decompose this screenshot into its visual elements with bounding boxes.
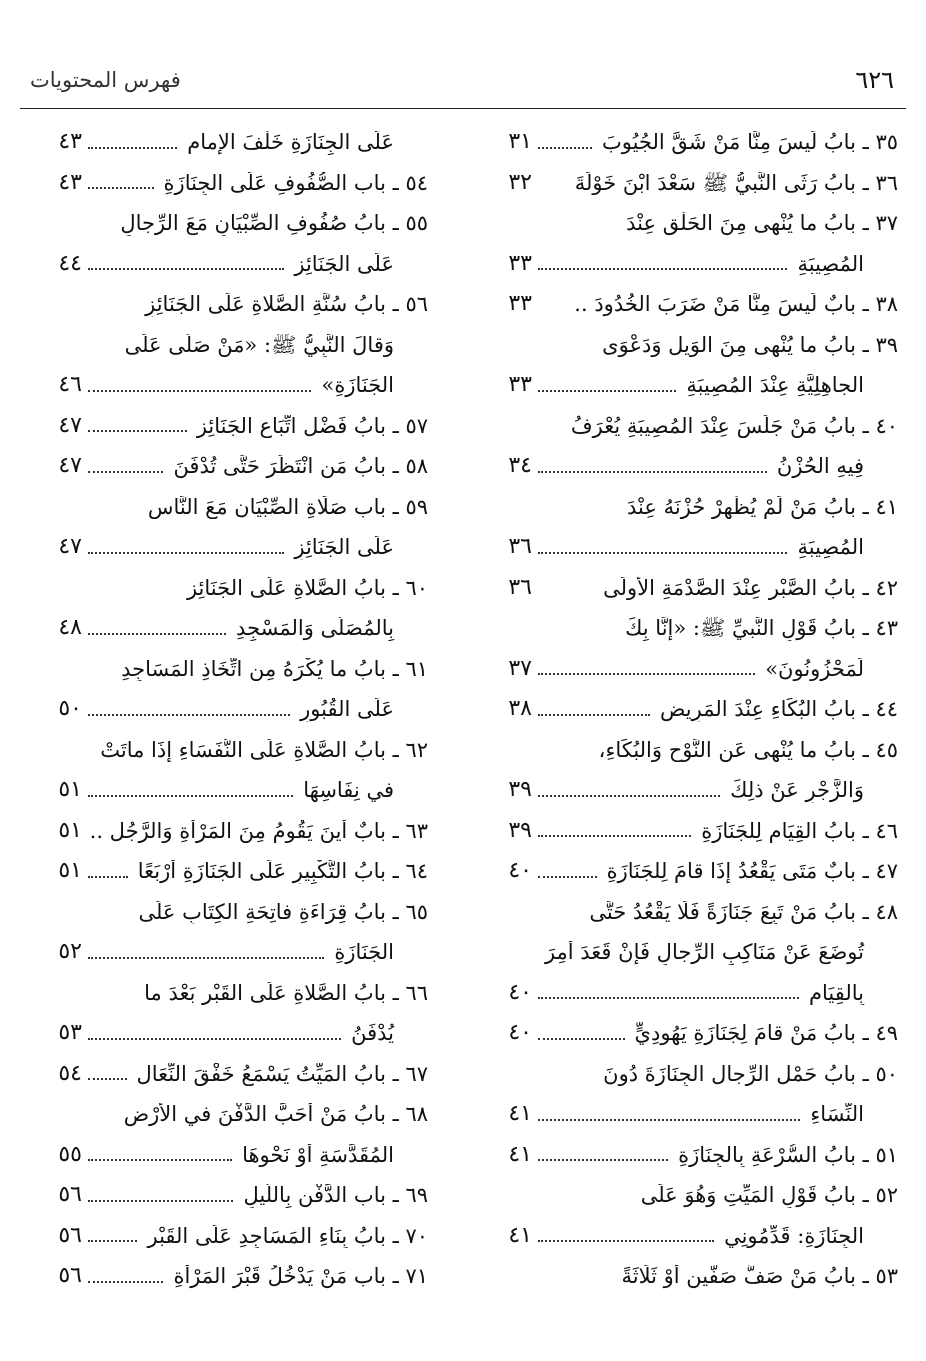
toc-entry — [28, 683, 428, 724]
dot-leader — [88, 430, 187, 432]
entry-page-number: ٣٦ — [508, 574, 532, 600]
toc-entry — [478, 764, 898, 805]
entry-title: ٤٧ ـ بابٌ مَتَى يَقْعُدُ إِذَا قامَ لِلجَنَازَةِ — [606, 860, 898, 884]
toc-entry — [28, 926, 428, 967]
entry-page-number: ٥٦ — [58, 1263, 82, 1289]
dot-leader — [88, 1281, 163, 1283]
toc-entry — [478, 278, 898, 319]
toc-entry — [478, 1088, 898, 1129]
toc-entry — [28, 805, 428, 846]
toc-entry — [478, 238, 898, 279]
toc-entry — [28, 400, 428, 441]
dot-leader — [538, 673, 755, 675]
entry-title: ٥٩ ـ باب صَلَاةِ الصِّبْيَانِ مَعَ النَّاسِ — [147, 495, 428, 519]
entry-title: يُدْفَنُ — [351, 1022, 394, 1046]
entry-page-number: ٤٧ — [58, 534, 82, 560]
entry-page-number: ٣١ — [508, 129, 532, 155]
dot-leader — [88, 187, 154, 189]
entry-title: ٣٦ ـ بابُ رَثَى النَّبيُّ ﷺ سَعْدَ ابْنَ خَوْلَةَ — [574, 171, 898, 195]
dot-leader — [88, 795, 293, 797]
dot-leader — [538, 714, 650, 716]
entry-page-number: ٤١ — [508, 1222, 532, 1248]
toc-entry — [28, 238, 428, 279]
dot-leader — [538, 795, 720, 797]
dot-leader — [538, 997, 799, 999]
dot-leader — [538, 1159, 668, 1161]
entry-page-number: ٣٢ — [508, 169, 532, 195]
entry-title: ٦٩ ـ باب الدَّفْنِ بِاللَّيلِ — [243, 1184, 428, 1208]
toc-entry — [478, 400, 898, 441]
entry-title: ٤٩ ـ بابُ مَنْ قامَ لِجَنَازَةِ يَهُودِيٍّ — [634, 1022, 898, 1046]
dot-leader — [538, 147, 592, 149]
toc-entry — [28, 481, 428, 522]
toc-entry — [478, 1129, 898, 1170]
entry-page-number: ٣٣ — [508, 250, 532, 276]
entry-page-number: ٣٧ — [508, 655, 532, 681]
toc-entry — [478, 116, 898, 157]
entry-title: لَمَحْزُونُونَ» — [765, 657, 864, 681]
entry-page-number: ٥٦ — [58, 1222, 82, 1248]
entry-title: الجَنَازَةِ» — [321, 374, 394, 398]
entry-page-number: ٤١ — [508, 1101, 532, 1127]
dot-leader — [88, 957, 324, 959]
entry-title: وَقالَ النَّبِيُّ ﷺ: «مَنْ صَلَّى عَلَى — [124, 333, 394, 357]
dot-leader — [88, 390, 311, 392]
entry-page-number: ٥٦ — [58, 1182, 82, 1208]
entry-title: ٧١ ـ باب مَنْ يَدْخُلُ قَبْرَ المَرْأَةِ — [173, 1265, 428, 1289]
entry-page-number: ٥١ — [58, 777, 82, 803]
page-header — [20, 60, 906, 109]
entry-title: بِالمُصَلَّى وَالمَسْجِدِ — [236, 617, 394, 641]
toc-entry — [28, 1088, 428, 1129]
toc-entry — [28, 967, 428, 1008]
dot-leader — [538, 835, 691, 837]
dot-leader — [88, 1038, 341, 1040]
entry-page-number: ٤٣ — [58, 129, 82, 155]
entry-title: ٦٥ ـ بابُ قِرَاءَةِ فاتِحَةِ الكِتَابِ عَلَى — [138, 900, 428, 924]
entry-page-number: ٥٣ — [58, 1020, 82, 1046]
entry-page-number: ٥٥ — [58, 1141, 82, 1167]
entry-title: في نِفَاسِهَا — [303, 779, 394, 803]
entry-title: بِالقِيَامِ — [808, 981, 864, 1005]
toc-entry — [28, 643, 428, 684]
entry-page-number: ٣٣ — [508, 291, 532, 317]
entry-page-number: ٥٢ — [58, 939, 82, 965]
entry-title: ٥٣ ـ بابُ مَنْ صَفَّ صَفَّينِ أَوْ ثَلَاثَةً — [621, 1265, 898, 1289]
entry-title: ٣٥ ـ بابُ لَيسَ مِنَّا مَنْ شَقَّ الجُيُوبَ — [601, 131, 898, 155]
entry-title: ٥٦ ـ بابُ سُنَّةِ الصَّلاةِ عَلَى الجَنَائِزِ — [145, 293, 428, 317]
toc-entry — [478, 359, 898, 400]
dot-leader — [538, 1119, 800, 1121]
toc-entry — [28, 724, 428, 765]
entry-title: عَلَى الجَنَائِزِ — [294, 536, 394, 560]
toc-entry — [478, 805, 898, 846]
entry-page-number: ٤١ — [508, 1141, 532, 1167]
entry-page-number: ٥٠ — [58, 696, 82, 722]
dot-leader — [88, 471, 163, 473]
entry-page-number: ٣٦ — [508, 534, 532, 560]
entry-title: ٦١ ـ بابُ ما يُكْرَهُ مِنِ اتِّخَاذِ المَسَاجِدِ — [121, 657, 428, 681]
toc-entry — [478, 724, 898, 765]
toc-entry — [478, 845, 898, 886]
entry-title: ٥٢ ـ بابُ قَوْلِ المَيِّتِ وَهُوَ عَلَى — [640, 1184, 898, 1208]
dot-leader — [538, 876, 597, 878]
entry-page-number: ٤٧ — [58, 453, 82, 479]
dot-leader — [88, 633, 226, 635]
toc-entry — [478, 602, 898, 643]
toc-entry — [478, 1007, 898, 1048]
entry-title: ٤٨ ـ بابُ مَنْ تَبِعَ جَنَازَةً فَلَا يَقْعُدُ حَتَّى — [589, 900, 898, 924]
entry-page-number: ٤٤ — [58, 250, 82, 276]
entry-title: ٣٧ ـ بابُ ما يُنْهى مِنَ الحَلْقِ عِنْدَ — [626, 212, 898, 236]
toc-entry — [478, 521, 898, 562]
dot-leader — [88, 268, 284, 270]
dot-leader — [88, 1200, 233, 1202]
entry-title: عَلَى الجَنَائِزِ — [294, 252, 394, 276]
toc-entry — [478, 886, 898, 927]
entry-page-number: ٣٤ — [508, 453, 532, 479]
dot-leader — [538, 390, 676, 392]
entry-title: المُصِيبَةِ — [797, 252, 864, 276]
toc-entry — [28, 845, 428, 886]
entry-title: عَلَى القُبُورِ — [300, 698, 394, 722]
entry-title: ٦٠ ـ بابُ الصَّلاةِ عَلَى الجَنَائِزِ — [186, 576, 428, 600]
entry-title: ٤٢ ـ بابُ الصَّبْرِ عِنْدَ الصَّدْمَةِ الأُولَى — [603, 576, 898, 600]
toc-entry — [28, 1250, 428, 1291]
dot-leader — [88, 1240, 137, 1242]
dot-leader — [88, 876, 128, 878]
entry-page-number: ٤٨ — [58, 615, 82, 641]
entry-title: ٤١ ـ بابُ مَنْ لَمْ يُظْهِرْ حُزْنَهُ عِنْدَ — [627, 495, 898, 519]
toc-entry — [478, 683, 898, 724]
toc-entry — [28, 886, 428, 927]
toc-entry — [478, 481, 898, 522]
entry-title: ٤٥ ـ بابُ ما يُنْهى عَنِ النَّوْحِ وَالبُكَاءِ، — [598, 738, 898, 762]
dot-leader — [538, 471, 767, 473]
entry-title: عَلَى الجِنَازَةِ خَلْفَ الإِمامِ — [187, 131, 394, 155]
dot-leader — [538, 1038, 625, 1040]
entry-page-number: ٤٠ — [508, 979, 532, 1005]
entry-page-number: ٤٣ — [58, 169, 82, 195]
toc-entry — [478, 1210, 898, 1251]
entry-title: ٧٠ ـ بابُ بِنَاءِ المَسَاجِدِ عَلَى القَبْرِ — [147, 1224, 428, 1248]
entry-title: المُقَدَّسَةِ أَوْ نَحْوِهَا — [242, 1143, 394, 1167]
toc-entry — [28, 278, 428, 319]
entry-title: تُوضَعَ عَنْ مَنَاكِبِ الرِّجالِ فَإِنْ قَعَدَ أُمِرَ — [544, 941, 864, 965]
toc-entry — [478, 643, 898, 684]
entry-title: ٤٦ ـ بابُ القِيَامِ لِلجَنَازَةِ — [701, 819, 898, 843]
entry-page-number: ٥٤ — [58, 1060, 82, 1086]
entry-title: ٦٦ ـ بابُ الصَّلاةِ عَلَى القَبْرِ بَعْدَ ما — [144, 981, 428, 1005]
entry-title: ٤٤ ـ بابُ البُكَاءِ عِنْدَ المَرِيضِ — [660, 698, 898, 722]
entry-title: ٥٧ ـ بابُ فَضْلِ اتِّبَاعِ الجَنَائِزِ — [196, 414, 428, 438]
toc-entry — [28, 602, 428, 643]
entry-page-number: ٥١ — [58, 817, 82, 843]
toc-entry — [478, 562, 898, 603]
entry-title: فِيهِ الحُزْنُ — [776, 455, 864, 479]
entry-title: ٦٢ ـ بابُ الصَّلاةِ عَلَى النُّفَسَاءِ إِذَا ماتَتْ — [100, 738, 428, 762]
entry-title: ٥٨ ـ بابُ مَنِ انْتَظَرَ حَتَّى تُدْفَنَ — [173, 455, 428, 479]
toc-entry — [478, 967, 898, 1008]
entry-title: الجَنَازَةِ — [334, 941, 394, 965]
entry-page-number: ٣٣ — [508, 372, 532, 398]
entry-page-number: ٥١ — [58, 858, 82, 884]
entry-title: ٥١ ـ بابُ السُّرْعَةِ بِالجِنَازَةِ — [678, 1143, 898, 1167]
toc-column-left — [28, 116, 428, 1291]
toc-entry — [478, 197, 898, 238]
dot-leader — [538, 268, 787, 270]
page-number: ٦٢٦ — [855, 66, 894, 94]
toc-entry — [28, 764, 428, 805]
entry-page-number: ٤٠ — [508, 858, 532, 884]
entry-title: ٥٥ ـ بابُ صُفُوفِ الصِّبْيَانِ مَعَ الرِّجالِ — [120, 212, 428, 236]
entry-title: الجِنَازَةِ: قَدِّمُونِي — [724, 1224, 864, 1248]
entry-title: ٦٨ ـ بابُ مَنْ أَحَبَّ الدَّفْنَ في الأَرْضِ — [123, 1103, 428, 1127]
toc-entry — [28, 1048, 428, 1089]
toc-entry — [478, 1048, 898, 1089]
toc-entry — [28, 1129, 428, 1170]
running-title: فهرس المحتويات — [30, 68, 181, 92]
toc-entry — [478, 319, 898, 360]
entry-title: ٤٣ ـ بابُ قَوْلِ النَّبيِّ ﷺ: «إِنَّا بِكَ — [625, 617, 898, 641]
toc-entry — [28, 1007, 428, 1048]
entry-page-number: ٤٦ — [58, 372, 82, 398]
entry-title: ٦٧ ـ بابُ المَيِّتُ يَسْمَعُ خَفْقَ النِّعَالِ — [136, 1062, 428, 1086]
toc-entry — [478, 926, 898, 967]
toc-entry — [28, 562, 428, 603]
toc-entry — [28, 1169, 428, 1210]
entry-title: ٣٨ ـ بابٌ لَيسَ مِنَّا مَنْ ضَرَبَ الخُدُودَ .. — [574, 293, 898, 317]
dot-leader — [88, 1078, 127, 1080]
entry-title: ٥٠ ـ بابُ حَمْلِ الرِّجالِ الجِنَازَةَ دُونَ — [603, 1062, 898, 1086]
dot-leader — [538, 1240, 714, 1242]
toc-entry — [28, 521, 428, 562]
dot-leader — [88, 147, 177, 149]
toc-entry — [478, 1169, 898, 1210]
entry-page-number: ٤٧ — [58, 412, 82, 438]
toc-entry — [28, 319, 428, 360]
entry-page-number: ٤٠ — [508, 1020, 532, 1046]
dot-leader — [88, 552, 284, 554]
toc-entry — [478, 157, 898, 198]
entry-page-number: ٣٩ — [508, 817, 532, 843]
entry-title: المُصِيبَةِ — [797, 536, 864, 560]
entry-title: ٦٤ ـ بابُ التَّكْبِيرِ عَلَى الجَنَازَةِ أَرْبَعًا — [137, 860, 428, 884]
entry-title: النِّسَاءِ — [810, 1103, 864, 1127]
toc-entry — [28, 116, 428, 157]
toc-entry — [28, 440, 428, 481]
entry-title: وَالزَّجْرِ عَنْ ذلِكَ — [730, 779, 864, 803]
entry-title: الجاهِلِيَّةِ عِنْدَ المُصِيبَةِ — [686, 374, 864, 398]
entry-title: ٣٩ ـ بابُ ما يُنْهى مِنَ الوَيلِ وَدَعْوَى — [602, 333, 898, 357]
entry-page-number: ٣٩ — [508, 777, 532, 803]
toc-entry — [28, 157, 428, 198]
toc-entry — [28, 197, 428, 238]
dot-leader — [88, 1159, 232, 1161]
entry-title: ٥٤ ـ باب الصُّفُوفِ عَلَى الجِنَازَةِ — [163, 171, 428, 195]
toc-entry — [478, 1250, 898, 1291]
toc-entry — [478, 440, 898, 481]
toc-entry — [28, 1210, 428, 1251]
toc-column-right — [478, 116, 898, 1291]
entry-page-number: ٣٨ — [508, 696, 532, 722]
entry-title: ٦٣ ـ بابٌ أَينَ يَقُومُ مِنَ المَرْأَةِ وَالرَّجُلِ .. — [89, 819, 428, 843]
entry-title: ٤٠ ـ بابُ مَنْ جَلَسَ عِنْدَ المُصِيبَةِ يُعْرَفُ — [570, 414, 898, 438]
dot-leader — [88, 714, 290, 716]
toc-entry — [28, 359, 428, 400]
dot-leader — [538, 552, 787, 554]
